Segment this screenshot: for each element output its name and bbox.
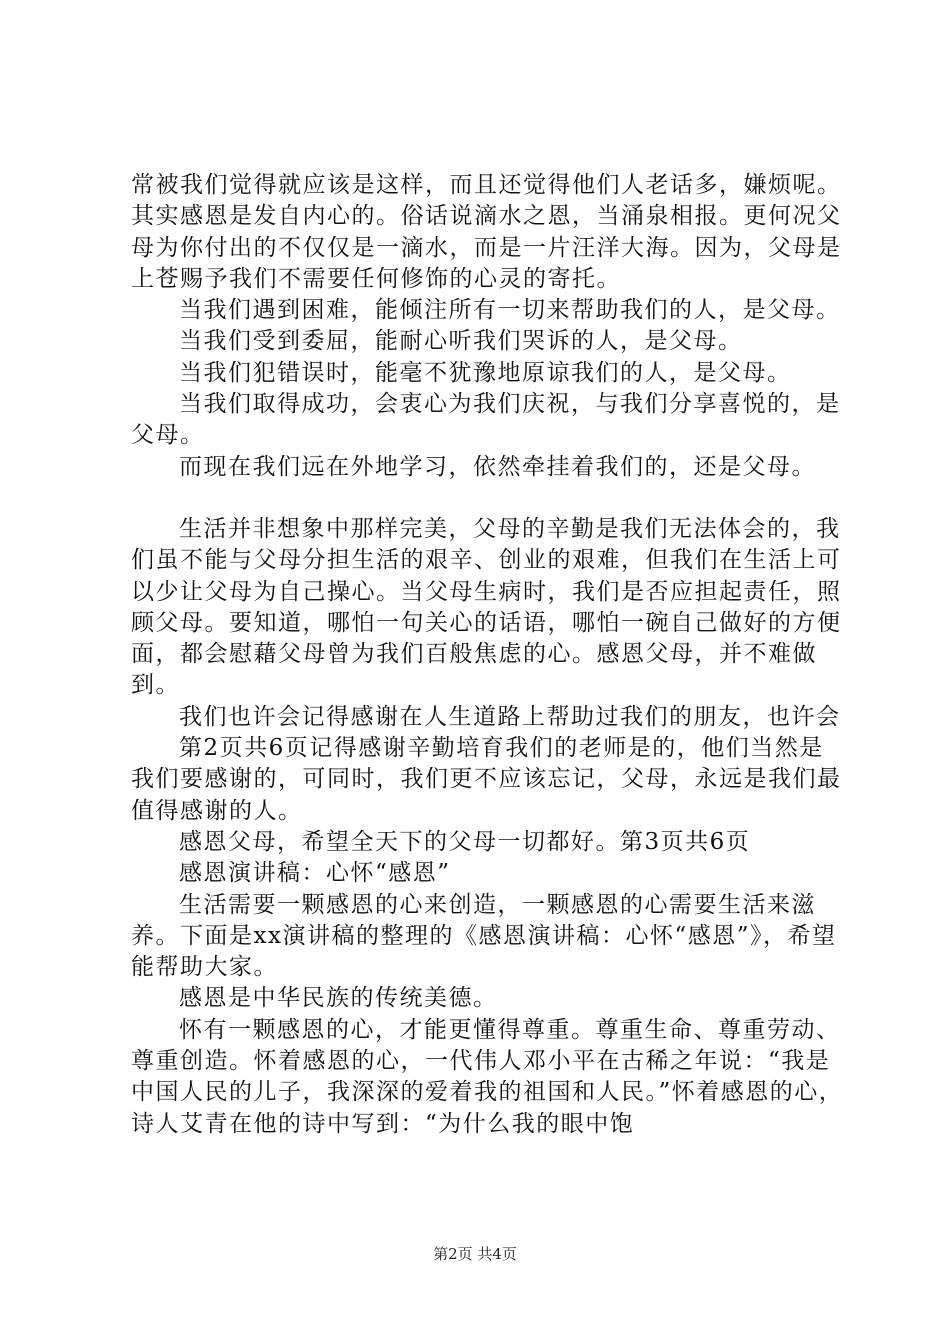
paragraph-spacer: [131, 483, 846, 514]
document-body: [131, 170, 846, 1140]
paragraph: 生活需要一颗感恩的心来创造，一颗感恩的心需要生活来滋养。下面是xx演讲稿的整理的《感恩演讲稿：心怀“感恩”》，希望能帮助大家。: [131, 891, 837, 981]
paragraph: 当我们受到委屈，能耐心听我们哭诉的人，是父母。: [179, 328, 743, 355]
paragraph: 生活并非想象中那样完美，父母的辛勤是我们无法体会的，我们虽不能与父母分担生活的艰辛、创业的艰难，但我们在生活上可以少让父母为自己操心。当父母生病时，我们是否应担起责任，照顾父母。要知道，哪怕一句关心的话语，哪怕一碗自己做好的方便面，都会慰藉父母曾为我们百般焦虑的心。感恩父母，并不难做到。: [131, 515, 842, 699]
paragraph: 感恩是中华民族的传统美德。: [179, 985, 498, 1012]
page-footer: 第2页 共4页: [433, 1245, 517, 1263]
paragraph: 当我们遇到困难，能倾注所有一切来帮助我们的人，是父母。: [179, 297, 841, 324]
paragraph: 第2页共6页记得感谢辛勤培育我们的老师是的，他们当然是我们要感谢的，可同时，我们更不应该忘记，父母，永远是我们最值得感谢的人。: [131, 735, 842, 824]
paragraph: 而现在我们远在外地学习，依然牵挂着我们的，还是父母。: [179, 453, 816, 480]
paragraph: 感恩父母，希望全天下的父母一切都好。第3页共6页: [179, 828, 751, 855]
paragraph: 当我们犯错误时，能毫不犹豫地原谅我们的人，是父母。: [179, 359, 792, 386]
paragraph: 当我们取得成功，会衷心为我们庆祝，与我们分享喜悦的，是父母。: [131, 391, 841, 449]
section-heading: 感恩演讲稿：心怀“感恩”: [179, 860, 451, 887]
paragraph: 常被我们觉得就应该是这样，而且还觉得他们人老话多，嫌烦呢。其实感恩是发自内心的。俗话说滴水之恩，当涌泉相报。更何况父母为你付出的不仅仅是一滴水，而是一片汪洋大海。因为，父母是上苍赐予我们不需要任何修饰的心灵的寄托。: [131, 172, 842, 292]
paragraph: 怀有一颗感恩的心，才能更懂得尊重。尊重生命、尊重劳动、尊重创造。怀着感恩的心，一代伟人邓小平在古稀之年说：“我是中国人民的儿子，我深深的爱着我的祖国和人民。”怀着感恩的心，诗人艾青在他的诗中写到：“为什么我的眼中饱: [131, 1016, 844, 1137]
paragraph: 我们也许会记得感谢在人生道路上帮助过我们的朋友，也许会: [179, 703, 841, 730]
